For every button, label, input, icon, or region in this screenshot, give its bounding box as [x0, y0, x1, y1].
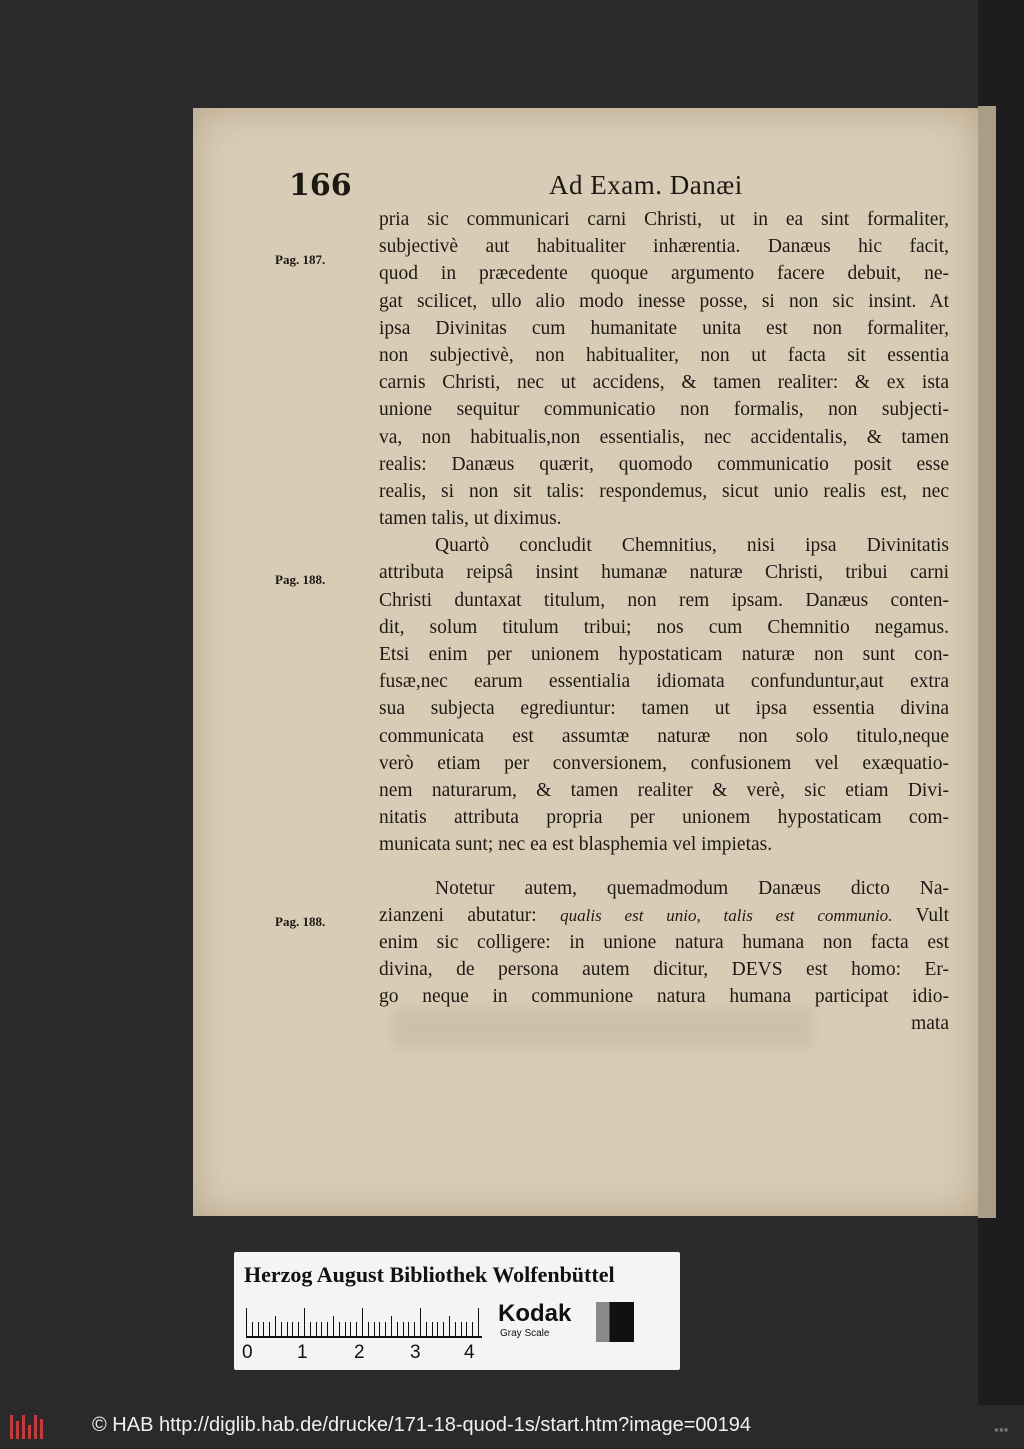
body-text: [379, 206, 949, 1038]
italic-quote: qualis est unio, talis est communio.: [560, 905, 893, 925]
text-line: carnis Christi, nec ut accidens, & tamen realiter: & ex ista: [379, 372, 949, 394]
ruler-number: 3: [410, 1342, 421, 1363]
text-line: divina, de persona autem dicitur, DEVS est homo: Er-: [379, 959, 949, 981]
ruler-tick: [281, 1322, 282, 1338]
text-line: dit, solum titulum tribui; nos cum Chemnitio negamus.: [379, 616, 949, 638]
margin-note: Pag. 188.: [275, 914, 326, 929]
text-line: va, non habitualis,non essentialis, nec accidentalis, & tamen: [379, 426, 949, 448]
text-line: non subjectivè, non habitualiter, non ut facta sit essentia: [379, 344, 949, 366]
text-line: ipsa Divinitas cum humanitate unita est non formaliter,: [379, 317, 949, 339]
paragraph-2: [379, 532, 949, 858]
institution-name: Herzog August Bibliothek Wolfenbüttel: [244, 1262, 615, 1287]
text-line: communicata est assumtæ naturæ non solo titulo,neque: [379, 725, 949, 747]
ruler-tick: [339, 1322, 340, 1338]
ruler-tick: [420, 1308, 421, 1338]
ruler-tick: [333, 1316, 334, 1338]
ruler-tick: [310, 1322, 311, 1338]
text-line: realis, si non sit talis: respondemus, sicut unio realis est, nec: [379, 480, 949, 502]
paragraph-gap: [379, 859, 949, 875]
text-line: realis: Danæus quærit, quomodo communicatio posit esse: [379, 453, 949, 475]
text-line: Christi duntaxat titulum, non rem ipsam. Danæus conten-: [379, 589, 949, 611]
text-line: nem naturarum, & tamen realiter & verè, sic etiam Divi-: [379, 779, 949, 801]
brand-logo: Kodak: [498, 1300, 572, 1327]
ruler-tick: [304, 1308, 305, 1338]
ruler-tick: [368, 1322, 369, 1338]
ruler-tick: [362, 1308, 363, 1338]
ruler-tick: [432, 1322, 433, 1338]
catchword: mata: [911, 1013, 949, 1035]
text-line: tamen talis, ut diximus.: [379, 508, 562, 530]
ruler-tick: [258, 1322, 259, 1338]
paragraph-1: [379, 206, 949, 532]
text-line: enim sic colligere: in unione natura humana non facta est: [379, 931, 949, 953]
ruler-tick: [246, 1308, 247, 1338]
ruler-tick: [403, 1322, 404, 1338]
ruler-tick: [287, 1322, 288, 1338]
text-line: fusæ,nec earum essentialia idiomata confunduntur,aut extra: [379, 671, 949, 693]
text-line: Quartò concludit Chemnitius, nisi ipsa Divinitatis: [435, 535, 949, 557]
margin-note: Pag. 188.: [275, 572, 326, 587]
ruler-tick: [345, 1322, 346, 1338]
ruler-tick: [414, 1322, 415, 1338]
ruler-tick: [316, 1322, 317, 1338]
text-line: Etsi enim per unionem hypostaticam naturæ non sunt con-: [379, 644, 949, 665]
ruler-tick: [252, 1322, 253, 1338]
ruler-tick: [408, 1322, 409, 1338]
text-line: pria sic communicari carni Christi, ut in ea sint formaliter,: [379, 209, 949, 230]
ruler-tick: [472, 1322, 473, 1338]
text-line: unione sequitur communicatio non formalis, non subjecti-: [379, 399, 949, 421]
ruler-tick: [443, 1322, 444, 1338]
copyright-url[interactable]: © HAB http://diglib.hab.de/drucke/171-18-quod-1s/start.htm?image=00194: [92, 1414, 752, 1436]
ruler-tick: [426, 1322, 427, 1338]
text-span: zianzeni abutatur:: [379, 904, 537, 926]
ruler-number: 4: [464, 1342, 475, 1363]
running-head: [193, 168, 978, 208]
ruler-tick: [321, 1322, 322, 1338]
ruler-number: 2: [354, 1342, 365, 1363]
ruler-tick: [437, 1322, 438, 1338]
ruler-tick: [385, 1322, 386, 1338]
ruler-tick: [397, 1322, 398, 1338]
ruler-tick: [350, 1322, 351, 1338]
text-line: verò etiam per conversionem, confusionem vel exæquatio-: [379, 752, 949, 774]
ruler-tick: [327, 1322, 328, 1338]
text-line: go neque in communione natura humana participat idio-: [379, 986, 949, 1008]
running-title: Ad Exam. Danæi: [549, 170, 743, 200]
text-line: quod in præcedente quoque argumento facere debuit, ne-: [379, 263, 949, 285]
brand-subtitle: Gray Scale: [500, 1328, 550, 1339]
ruler-tick: [478, 1308, 479, 1338]
corner-mark-icon: ▪▪▪: [994, 1425, 1009, 1434]
ruler-tick: [292, 1322, 293, 1338]
ruler-tick: [263, 1322, 264, 1338]
text-line: subjectivè aut habitualiter inhærentia. Danæus hic facit,: [379, 236, 949, 258]
ruler-tick: [298, 1322, 299, 1338]
ruler-tick: [379, 1322, 380, 1338]
book-page: [193, 108, 978, 1216]
ruler-tick: [275, 1316, 276, 1338]
color-calibration-card: [234, 1252, 680, 1370]
hab-logo-icon: [8, 1413, 48, 1441]
ruler-tick: [391, 1316, 392, 1338]
ruler-tick: [356, 1322, 357, 1338]
text-line: attributa reipsâ insint humanæ naturæ Christi, tribui carni: [379, 562, 949, 584]
gray-scale-patch: [596, 1302, 634, 1342]
ruler-tick: [455, 1322, 456, 1338]
text-line: gat scilicet, ullo alio modo inesse posse, si non sic insint. At: [379, 290, 949, 312]
ruler-tick: [461, 1322, 462, 1338]
text-span: Vult: [915, 904, 949, 926]
book-page-edge: [978, 106, 996, 1218]
paragraph-3: [379, 875, 949, 1038]
text-line: Notetur autem, quemadmodum Danæus dicto Na-: [435, 877, 949, 899]
viewer-footer: [0, 1405, 1024, 1449]
margin-note: Pag. 187.: [275, 252, 326, 267]
ruler-number: 1: [297, 1342, 308, 1363]
ruler-tick: [374, 1322, 375, 1338]
text-line: sua subjecta egrediuntur: tamen ut ipsa essentia divina: [379, 698, 949, 720]
page-number: 166: [289, 168, 352, 203]
text-line: nitatis attributa propria per unionem hypostaticam com-: [379, 807, 949, 829]
ruler-tick: [449, 1316, 450, 1338]
ruler-scale: [246, 1304, 484, 1338]
ruler-tick: [466, 1322, 467, 1338]
text-line-with-quote: [379, 902, 949, 929]
ruler-tick: [269, 1322, 270, 1338]
text-line: municata sunt; nec ea est blasphemia vel impietas.: [379, 834, 773, 856]
ruler-number: 0: [242, 1342, 253, 1363]
